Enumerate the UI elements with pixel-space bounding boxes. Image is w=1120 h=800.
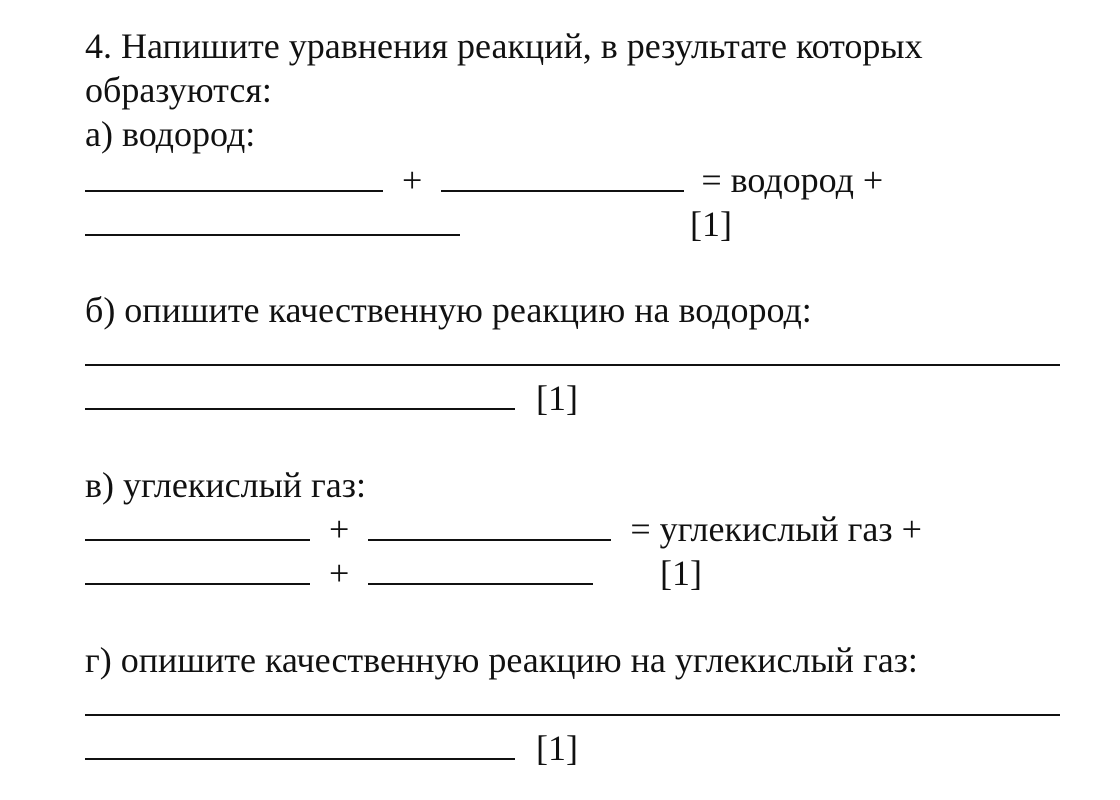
part-b-answer-blank-1[interactable] — [85, 336, 1060, 366]
part-v-score-text: [1] — [660, 553, 702, 593]
part-v-equation-row-1 — [85, 507, 922, 551]
part-v-equation-row-2 — [85, 551, 593, 595]
part-a-label — [85, 112, 255, 156]
task-title-line-1 — [85, 24, 923, 68]
part-v-score — [660, 551, 702, 595]
part-g-answer-row-2 — [85, 726, 578, 770]
part-g-label-text: г) опишите качественную реакцию на углекислый газ: — [85, 640, 918, 680]
part-b-answer-row-1 — [85, 332, 1060, 376]
part-a-reactant-2-blank[interactable] — [441, 162, 684, 192]
part-a-label-text: а) водород: — [85, 114, 256, 154]
task-title-line-2 — [85, 68, 272, 112]
part-a-product-2-blank[interactable] — [85, 206, 460, 236]
part-a-plus-sign: + — [402, 160, 423, 200]
part-g-answer-blank-2[interactable] — [85, 730, 515, 760]
part-g-answer-blank-1[interactable] — [85, 686, 1060, 716]
part-a-equals-product: = водород + — [701, 160, 884, 200]
part-v-reactant-2-blank[interactable] — [368, 511, 611, 541]
part-b-answer-row-2 — [85, 376, 578, 420]
part-b-label — [85, 288, 812, 332]
part-a-reactant-1-blank[interactable] — [85, 162, 383, 192]
part-b-answer-blank-2[interactable] — [85, 380, 515, 410]
part-v-label-text: в) углекислый газ: — [85, 465, 366, 505]
part-g-score-text: [1] — [536, 728, 578, 768]
part-a-score-text: [1] — [690, 204, 732, 244]
part-v-label — [85, 463, 366, 507]
task-title-text-2: образуются: — [85, 70, 272, 110]
part-v-plus-sign-2: + — [329, 553, 350, 593]
part-b-score-text: [1] — [536, 378, 578, 418]
part-v-plus-sign-1: + — [329, 509, 350, 549]
part-a-equation-row-1 — [85, 158, 883, 202]
part-v-product-3-blank[interactable] — [368, 555, 593, 585]
part-v-product-2-blank[interactable] — [85, 555, 310, 585]
part-a-equation-row-2 — [85, 202, 460, 246]
part-a-score — [690, 202, 732, 246]
part-v-reactant-1-blank[interactable] — [85, 511, 310, 541]
task-title-text-1: 4. Напишите уравнения реакций, в результате которых — [85, 26, 923, 66]
part-g-answer-row-1 — [85, 682, 1060, 726]
part-b-label-text: б) опишите качественную реакцию на водород: — [85, 290, 812, 330]
part-v-equals-product: = углекислый газ + — [630, 509, 922, 549]
part-g-label — [85, 638, 918, 682]
